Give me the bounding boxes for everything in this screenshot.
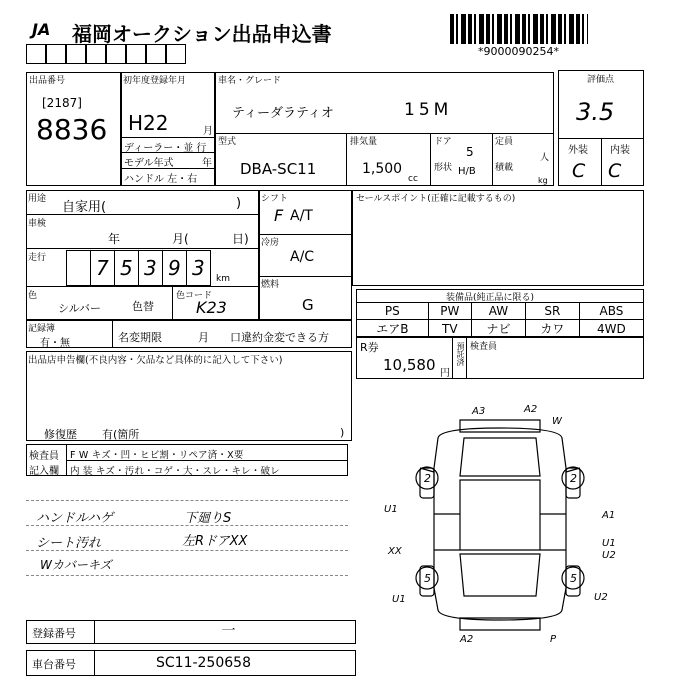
- top-box: [126, 44, 146, 64]
- fuel-value: G: [302, 296, 314, 314]
- inspector-note-label: 検査員: [470, 342, 498, 352]
- lot-number: 8836: [36, 113, 108, 146]
- mark-left-wheel-rear: 5: [424, 572, 431, 585]
- repair-label: 修復歴: [44, 428, 77, 441]
- color-code: K23: [196, 298, 227, 317]
- equipment-code: ABS: [579, 303, 643, 320]
- color-change: 色替: [132, 300, 154, 313]
- chassis-label: 車台番号: [32, 658, 76, 671]
- equipment-code-2: カワ: [525, 320, 579, 338]
- rating-label: 評価点: [587, 75, 615, 85]
- odometer-digit: 3: [192, 256, 205, 280]
- odometer-digit: 9: [168, 256, 181, 280]
- equipment-table: [356, 302, 644, 338]
- handle-line: ハンドル 左・右: [124, 174, 198, 185]
- exterior-label: 外装: [568, 145, 588, 156]
- seller-report-label: 出品店申告欄(不良内容・欠品など具体的に記入して下さい): [28, 355, 283, 366]
- top-box: [86, 44, 106, 64]
- mark-left-xx: XX: [388, 546, 402, 557]
- form-title: 福岡オークション出品申込書: [72, 22, 332, 46]
- mark-right-wheel-rear: 5: [570, 572, 577, 585]
- chassis-value: SC11-250658: [156, 655, 251, 671]
- model-year-suffix: 年: [202, 158, 212, 169]
- interior-grade: C: [608, 160, 622, 182]
- color-code-label: 色コード: [176, 291, 213, 301]
- model-year-line: モデル年式: [124, 158, 174, 169]
- record-label: 記録簿: [28, 324, 56, 334]
- displacement-value: 1,500: [362, 161, 403, 177]
- note-line-3: Wカバーキズ: [40, 558, 112, 572]
- capacity-label: 定員: [495, 137, 514, 147]
- sales-point-label: セールスポイント(正確に記載するもの): [356, 194, 516, 204]
- model-code: DBA-SC11: [240, 160, 317, 178]
- capacity-unit: 人: [540, 153, 550, 163]
- shift-value: A/T: [290, 208, 313, 224]
- reg-month: 月: [198, 331, 209, 344]
- note-line-1: ハンドルハゲ: [36, 511, 114, 526]
- month-suffix: 月: [203, 126, 213, 137]
- car-damage-diagram: [380, 398, 630, 648]
- year-label: 初年度登録年月: [123, 76, 187, 86]
- inspection-label: 車検: [28, 219, 47, 229]
- shift-label: シフト: [261, 194, 289, 204]
- odometer-digit: 7: [96, 256, 109, 280]
- reg-number-value: 一: [220, 623, 234, 639]
- car-grade: 15M: [404, 100, 453, 120]
- barcode-text: *9000090254*: [478, 45, 559, 58]
- mark-left-side: U1: [384, 504, 398, 515]
- exterior-grade: C: [572, 160, 586, 182]
- mark-front-left: A3: [472, 406, 486, 417]
- inspection-month: 月(: [172, 232, 189, 246]
- barcode: [450, 14, 588, 44]
- equipment-code: PW: [428, 303, 471, 320]
- mark-front-right: A2: [524, 404, 538, 415]
- top-box: [146, 44, 166, 64]
- inspector-label-1: 検査員: [29, 451, 59, 462]
- top-box: [106, 44, 126, 64]
- auction-logo: JA: [32, 20, 51, 39]
- mark-right-wheel-front: 2: [570, 472, 577, 485]
- mark-right-side-c: U2: [602, 550, 616, 561]
- interior-label: 内装: [610, 145, 630, 156]
- note-line-2: シート汚れ: [36, 536, 102, 551]
- inspector-legend-row2: 内 装 キズ・汚れ・コゲ・大・スレ・キレ・破レ: [70, 466, 280, 477]
- equipment-code-2: TV: [428, 320, 471, 338]
- sales-point-box: [352, 190, 644, 286]
- equipment-code: AW: [471, 303, 525, 320]
- top-box: [66, 44, 86, 64]
- car-name: ティーダラティオ: [232, 106, 334, 121]
- repair-value: 有(箇所: [102, 428, 140, 441]
- displacement-unit: cc: [408, 174, 418, 184]
- shift-mark: F: [274, 206, 284, 225]
- reg-number-label: 登録番号: [32, 627, 76, 640]
- recycle-label: R券: [360, 341, 379, 354]
- color-label: 色: [28, 291, 38, 301]
- doors-value: 5: [466, 145, 474, 159]
- mark-rear-left: A2: [460, 634, 474, 645]
- equipment-code-2: 4WD: [579, 320, 643, 338]
- doors-label: ドア: [434, 137, 452, 147]
- shape-value: H/B: [458, 166, 476, 177]
- odometer-digit: 3: [144, 256, 157, 280]
- note-line-5: 左RドアXX: [182, 534, 248, 549]
- recycle-deposit: 預託済: [456, 342, 465, 366]
- reg-deadline-label: 名変期限: [118, 331, 162, 344]
- equipment-code-2: エアB: [357, 320, 429, 338]
- load-label: 積載: [495, 163, 514, 173]
- equipment-code: PS: [357, 303, 429, 320]
- mark-right-side-b: U1: [602, 538, 616, 549]
- lot-bracket-number: [2187]: [42, 96, 82, 110]
- mark-left-wheel-front: 2: [424, 472, 431, 485]
- mileage-unit: km: [216, 274, 230, 284]
- inspector-legend-row1: F W キズ・凹・ヒビ割・リペア済・X要: [70, 450, 244, 461]
- odometer-digit: 5: [120, 256, 133, 280]
- usage-close: ): [236, 196, 242, 211]
- equipment-label: 装備品(純正品に限る): [446, 293, 535, 303]
- repair-close: ): [340, 426, 345, 439]
- fuel-label: 燃料: [261, 280, 280, 290]
- car-label: 車名・グレード: [218, 76, 282, 86]
- aircon-label: 冷房: [261, 238, 280, 248]
- displacement-label: 排気量: [350, 137, 378, 147]
- mark-rear-right: P: [550, 634, 557, 645]
- recycle-unit: 円: [440, 368, 450, 379]
- reg-note: 口違約金変できる方: [230, 331, 329, 344]
- top-box: [166, 44, 186, 64]
- load-unit: kg: [538, 176, 548, 185]
- inspection-day: 日): [232, 232, 249, 246]
- rating-score: 3.5: [576, 98, 615, 126]
- top-box: [26, 44, 46, 64]
- first-reg-year: H22: [128, 111, 169, 135]
- usage-value: 自家用(: [62, 200, 107, 215]
- model-label: 型式: [218, 137, 237, 147]
- mark-left-rear: U1: [392, 594, 406, 605]
- equipment-code: SR: [525, 303, 579, 320]
- shape-label: 形状: [434, 163, 453, 173]
- inspection-year: 年: [108, 232, 121, 246]
- aircon-value: A/C: [290, 249, 315, 265]
- odometer-cell: [66, 250, 91, 286]
- top-box: [46, 44, 66, 64]
- note-line-4: 下廻りS: [184, 511, 232, 526]
- lot-label: 出品番号: [29, 76, 66, 86]
- mileage-label: 走行: [28, 253, 47, 263]
- recycle-value: 10,580: [383, 356, 436, 374]
- equipment-code-2: ナビ: [471, 320, 525, 338]
- usage-label: 用途: [28, 194, 47, 204]
- mark-front-right-2: W: [552, 416, 562, 427]
- record-value: 有・無: [40, 338, 70, 349]
- color-value: シルバー: [58, 302, 101, 315]
- mark-right-rear: U2: [594, 592, 608, 603]
- dealer-line: ディーラー・並 行: [124, 143, 207, 154]
- inspector-label-2: 記入欄: [29, 466, 59, 477]
- mark-right-side-a: A1: [602, 510, 616, 521]
